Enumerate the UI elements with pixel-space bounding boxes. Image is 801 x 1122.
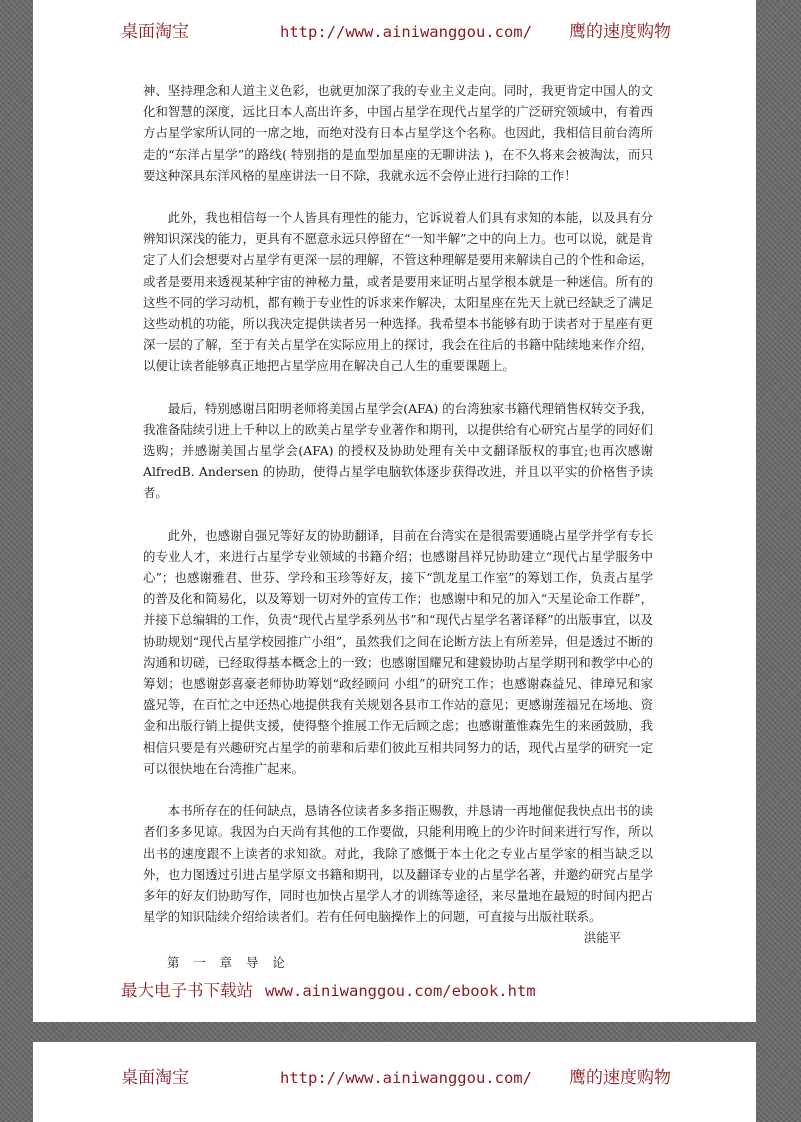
header-url-link[interactable]: http://www.ainiwanggou.com/ — [280, 23, 532, 41]
page-footer — [121, 980, 536, 1002]
page-body — [143, 80, 653, 973]
page-header — [33, 20, 756, 44]
chapter-heading: 第 一 章 导 论 — [167, 955, 290, 971]
document-page-next — [33, 1042, 756, 1122]
author-signature: 洪能平 — [583, 930, 621, 946]
paragraph: 最后，特别感谢吕阳明老师将美国占星学会(AFA) 的台湾独家书籍代理销售权转交予我，我准备陆续引进上千种以上的欧美占星学专业著作和期刊，以提供给有心研究占星学的同好们选购；并感谢美国占星学会(AFA) 的授权及协助处理有关中文翻译版权的事宜;也再次感谢 AlfredB. Andersen 的协助，使得占星学电脑软体逐步获得改进，并且以平实的价格售予读者。 — [143, 400, 653, 501]
paragraph: 此外，也感谢自强兄等好友的协助翻译，目前在台湾实在是很需要通晓占星学并学有专长的专业人才，来进行占星学专业领域的书籍介绍；也感谢昌祥兄协助建立“现代占星学服务中心”；也感谢雅君、世芬、学玲和玉珍等好友，接下“凯龙星工作室”的筹划工作，负责占星学的普及化和简易化，以及筹划一切对外的宣传工作；也感谢中和兄的加入“天星论命工作群”，并接下总编辑的工作，负责“现代占星学系列丛书”和“现代占星学名著译释”的出版事宜，以及协助规划“现代占星学校园推广小组”，虽然我们之间在论断方法上有所差异，但是透过不断的沟通和切磋，已经取得基本概念上的一致；也感谢国耀兄和建毅协助占星学期刊和教学中心的筹划；也感谢彭喜豪老师协助筹划“政经顾问 小组”的研究工作；也感谢森益兄、律璋兄和家盛兄等，在百忙之中还热心地提供我有关规划各县市工作站的意见；更感谢莲福兄在场地、资金和出版行销上提供支援，使得整个推展工作无后顾之虑；也感谢董惟森先生的来函鼓励，我相信只要是有兴趣研究占星学的前辈和后辈们彼此互相共同努力的话，现代占星学的研究一定可以很快地在台湾推广起来。 — [143, 527, 653, 776]
footer-url-link[interactable]: www.ainiwanggou.com/ebook.htm — [265, 982, 536, 1000]
header-slogan: 鹰的速度购物 — [569, 1068, 671, 1088]
page-header — [33, 1066, 756, 1090]
header-url-link[interactable]: http://www.ainiwanggou.com/ — [280, 1069, 532, 1087]
header-site-name: 桌面淘宝 — [121, 1068, 189, 1088]
header-site-name: 桌面淘宝 — [121, 22, 189, 42]
paragraph: 此外，我也相信每一个人皆具有理性的能力，它诉说着人们具有求知的本能，以及具有分辨知识深浅的能力，更具有不愿意永远只停留在“一知半解”之中的向上力。也可以说，就是肯定了人们会想要对占星学有更深一层的理解，不管这种理解是要用来解读自己的个性和命运，或者是要用来透视某种宇宙的神秘力量，或者是要用来证明占星学根本就是一种迷信。所有的这些不同的学习动机，都有赖于专业性的诉求来作解决，太阳星座在先天上就已经缺乏了满足这些动机的功能，所以我决定提供读者另一种选择。我希望本书能够有助于读者对于星座有更深一层的了解，至于有关占星学在实际应用上的探讨，我会在往后的书籍中陆续地来作介绍，以便让读者能够真正地把占星学应用在解决自己人生的重要课题上。 — [143, 210, 653, 374]
footer-site-text: 最大电子书下载站 — [121, 981, 253, 1000]
paragraph: 本书所存在的任何缺点，恳请各位读者多多指正赐教，并恳请一再地催促我快点出书的读者们多多见谅。我因为白天尚有其他的工作要做，只能利用晚上的少许时间来进行写作，所以出书的速度跟不上读者的求知欲。对此，我除了感慨于本土化之专业占星学家的相当缺乏以外，也力图透过引进占星学原文书籍和期刊，以及翻译专业的占星学名著，并邀约研究占星学多年的好友们协助写作，同时也加快占星学人才的训练等途径，来尽量地在最短的时间内把占星学的知识陆续介绍给读者们。若有任何电脑操作上的问题，可直接与出版社联系。 — [143, 803, 653, 925]
paragraph: 神、坚持理念和人道主义色彩，也就更加深了我的专业主义走向。同时，我更肯定中国人的文化和智慧的深度，远比日本人高出许多，中国占星学在现代占星学的广泛研究领域中，有着西方占星学家所认同的一席之地，而绝对没有日本占星学这个名称。也因此，我相信目前台湾所走的“东洋占星学”的路线( 特别指的是血型加星座的无聊讲法 )，在不久将来会被淘汰，而只要这种深具东洋风格的星座讲法一日不除，我就永远不会停止进行扫除的工作！ — [143, 83, 653, 183]
header-slogan: 鹰的速度购物 — [569, 22, 671, 42]
document-page — [33, 0, 756, 1022]
